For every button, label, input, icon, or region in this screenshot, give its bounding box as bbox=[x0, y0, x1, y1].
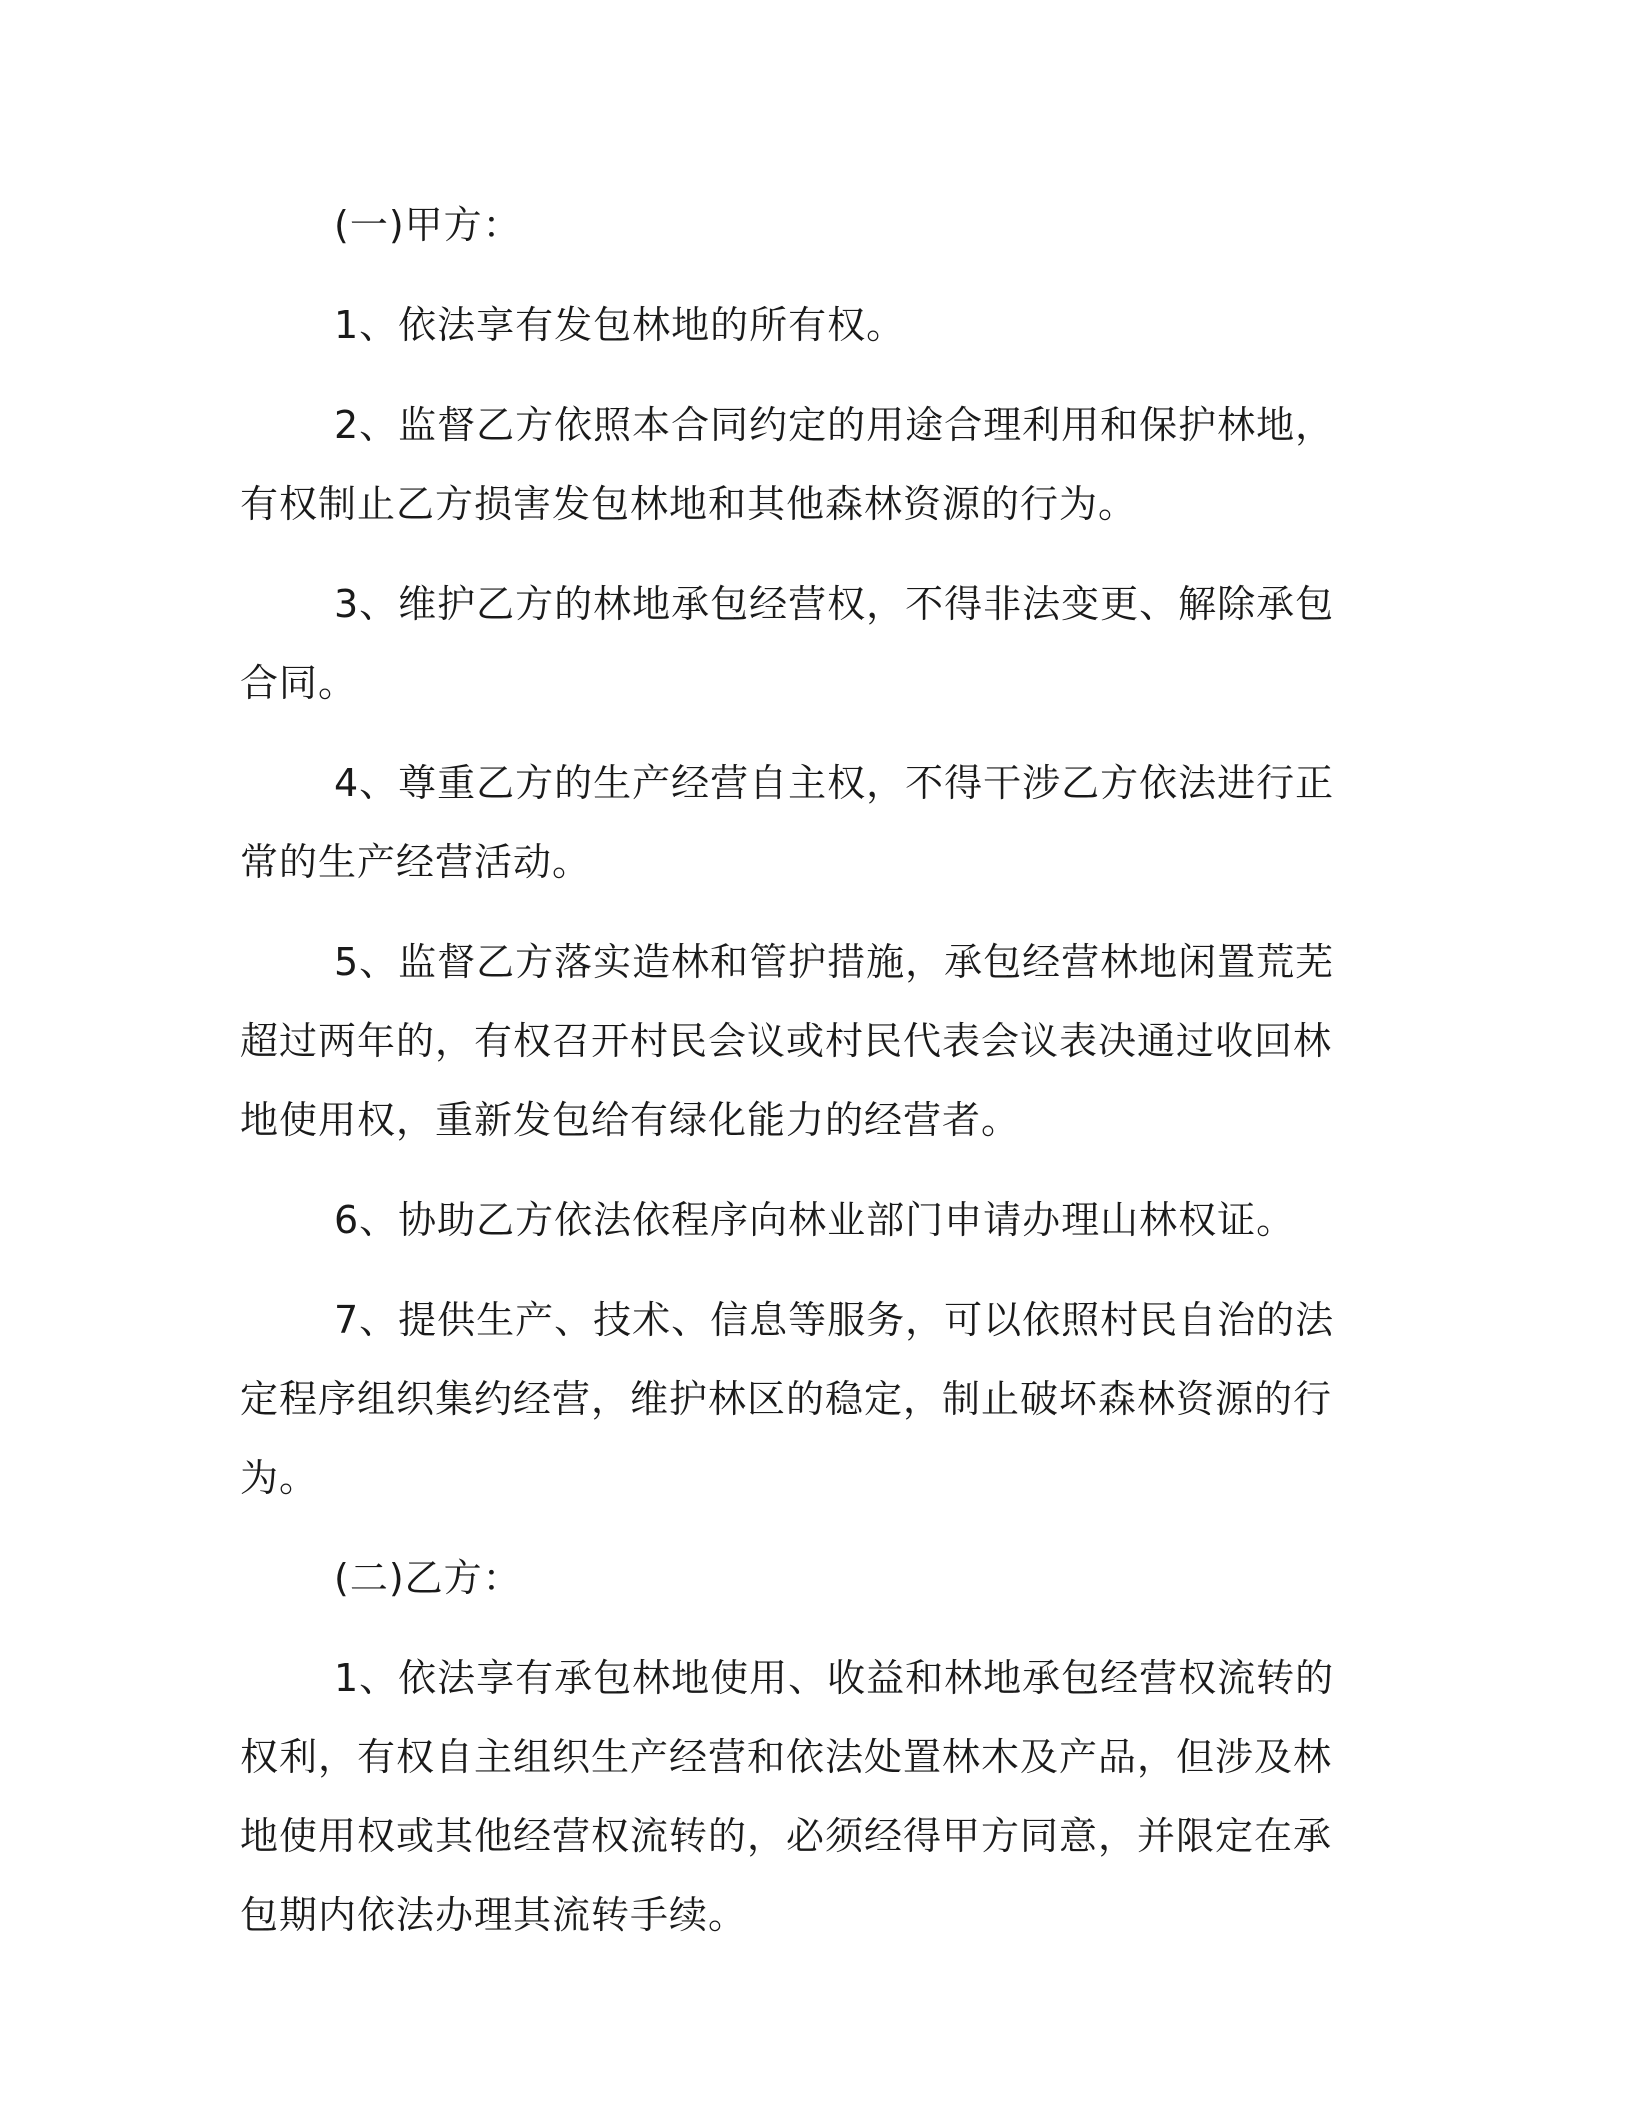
clause-a-4: 4、尊重乙方的生产经营自主权，不得干涉乙方依法进行正常的生产经营活动。 bbox=[240, 761, 1335, 884]
clause-a-7: 7、提供生产、技术、信息等服务，可以依照村民自治的法定程序组织集约经营，维护林区的稳定，制止破坏森林资源的行为。 bbox=[240, 1298, 1335, 1500]
document-body bbox=[240, 186, 1370, 1955]
section-heading-party-b: (二)乙方： bbox=[334, 1556, 522, 1600]
clause-a-3: 3、维护乙方的林地承包经营权，不得非法变更、解除承包合同。 bbox=[240, 582, 1335, 705]
clause-b-1: 1、依法享有承包林地使用、收益和林地承包经营权流转的权利，有权自主组织生产经营和依法处置林木及产品，但涉及林地使用权或其他经营权流转的，必须经得甲方同意，并限定在承包期内依法办理其流转手续。 bbox=[240, 1656, 1335, 1937]
section-heading-party-a: (一)甲方： bbox=[334, 203, 522, 247]
clause-a-5: 5、监督乙方落实造林和管护措施，承包经营林地闲置荒芜超过两年的，有权召开村民会议或村民代表会议表决通过收回林地使用权，重新发包给有绿化能力的经营者。 bbox=[240, 940, 1335, 1142]
clause-a-2: 2、监督乙方依照本合同约定的用途合理利用和保护林地，有权制止乙方损害发包林地和其他森林资源的行为。 bbox=[240, 403, 1335, 526]
clause-a-6: 6、协助乙方依法依程序向林业部门申请办理山林权证。 bbox=[334, 1198, 1296, 1242]
clause-a-1: 1、依法享有发包林地的所有权。 bbox=[334, 303, 906, 347]
